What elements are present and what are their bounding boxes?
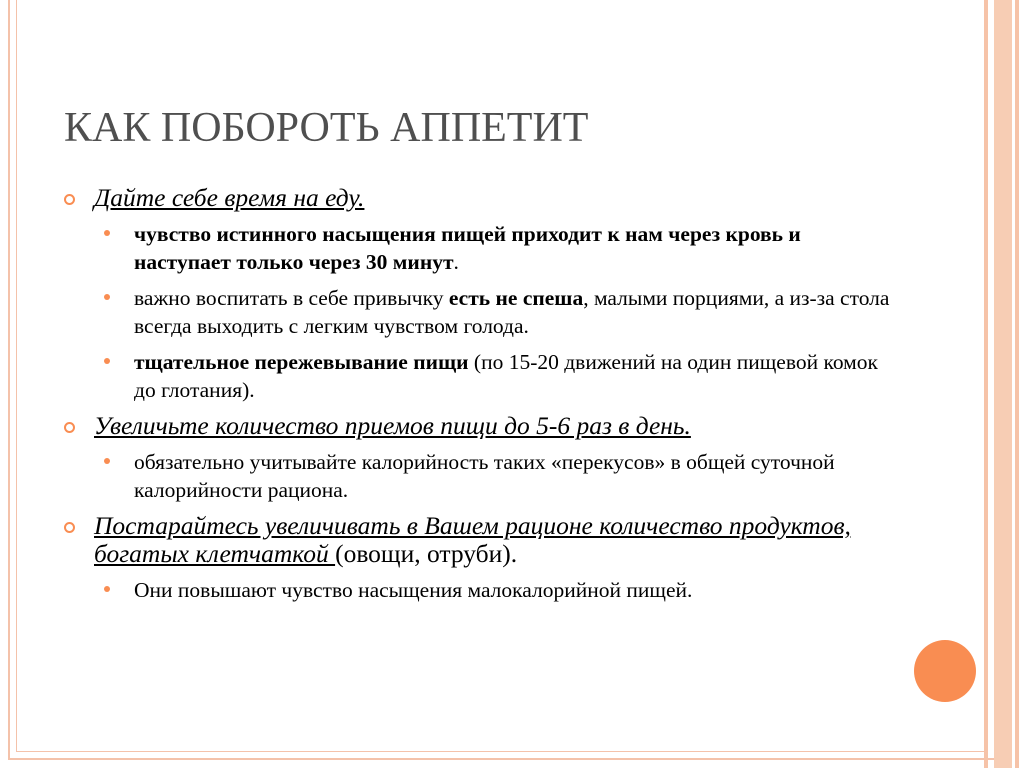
decorative-stripe <box>1015 0 1019 768</box>
sub-bullet-item <box>104 348 894 404</box>
ring-bullet-icon <box>64 522 75 533</box>
sub-bullet-item <box>104 448 894 504</box>
decorative-stripe <box>994 0 1012 768</box>
text-segment: Они повышают чувство насыщения малокалорийной пищей. <box>134 578 693 602</box>
text-segment: . <box>453 250 459 274</box>
bullet-list <box>64 184 894 612</box>
text-segment: , малыми порциями, а из-за стола всегда выходить с легким чувством голода. <box>134 286 890 338</box>
decorative-stripe <box>984 0 988 768</box>
bullet-item <box>64 512 894 568</box>
text-segment: важно воспитать в себе привычку <box>134 286 449 310</box>
dot-bullet-icon <box>104 458 110 464</box>
text-segment: обязательно учитывайте калорийность таких «перекусов» в общей суточной калорийности рациона. <box>134 450 835 502</box>
sub-bullet-item <box>104 576 894 604</box>
dot-bullet-icon <box>104 294 110 300</box>
text-segment: Дайте себе время на еду. <box>94 183 365 212</box>
text-segment: Постарайтесь увеличивать в Вашем рационе количество продуктов, богатых клетчаткой <box>94 511 851 568</box>
ring-bullet-icon <box>64 422 75 433</box>
slide-title: КАК ПОБОРОТЬ АППЕТИТ <box>64 105 589 151</box>
sub-bullet-item <box>104 284 894 340</box>
ring-bullet-icon <box>64 194 75 205</box>
text-segment: (овощи, отруби). <box>335 539 518 568</box>
sub-bullet-item <box>104 220 894 276</box>
text-segment: есть не спеша <box>448 286 584 310</box>
text-segment: (по 15-20 движений на один пищевой комок до глотания). <box>134 350 878 402</box>
dot-bullet-icon <box>104 586 110 592</box>
text-segment: тщательное пережевывание пищи <box>134 350 469 374</box>
bullet-item <box>64 412 894 440</box>
text-segment: Увеличьте количество приемов пищи до 5-6 раз в день. <box>94 411 691 440</box>
decorative-circle <box>914 640 976 702</box>
dot-bullet-icon <box>104 358 110 364</box>
dot-bullet-icon <box>104 230 110 236</box>
bullet-item <box>64 184 894 212</box>
text-segment: чувство истинного насыщения пищей приходит к нам через кровь и наступает только через 30 минут <box>134 222 801 274</box>
